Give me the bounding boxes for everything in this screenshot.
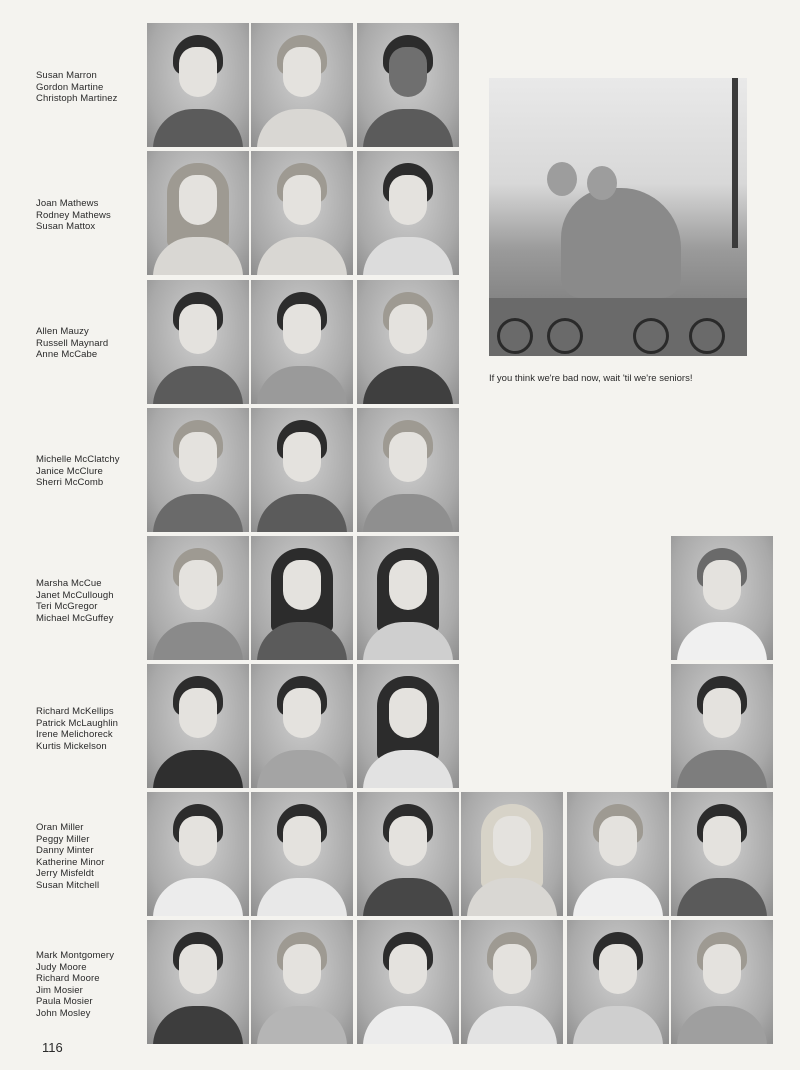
student-name: Danny Minter [36, 845, 94, 856]
student-portrait [461, 792, 563, 916]
student-portrait [147, 408, 249, 532]
student-portrait [147, 664, 249, 788]
student-portrait [251, 792, 353, 916]
student-portrait [671, 536, 773, 660]
student-name: Jim Mosier [36, 984, 83, 996]
student-name: Susan Mattox [36, 221, 96, 232]
student-portrait [357, 280, 459, 404]
student-name: Richard Moore [36, 973, 100, 984]
student-portrait [461, 920, 563, 1044]
name-list-row-2 [36, 198, 111, 233]
student-portrait [671, 664, 773, 788]
student-portrait [147, 23, 249, 147]
student-name: Patrick McLaughlin [36, 717, 119, 729]
student-name: Jerry Misfeldt [36, 868, 94, 879]
parade-float-photo [489, 78, 747, 356]
student-name: Russell Maynard [36, 337, 109, 349]
student-name: Teri McGregor [36, 601, 98, 612]
student-name: Mark Montgomery [36, 950, 115, 961]
student-name: Janice McClure [36, 465, 103, 477]
student-name: Anne McCabe [36, 349, 98, 360]
student-portrait [251, 536, 353, 660]
student-name: Kurtis Mickelson [36, 740, 107, 752]
student-name: Sherri McComb [36, 477, 104, 488]
student-portrait [357, 23, 459, 147]
student-name: Allen Mauzy [36, 326, 89, 337]
student-portrait [671, 920, 773, 1044]
student-name: Marsha McCue [36, 578, 102, 589]
student-name: Susan Mitchell [36, 879, 100, 891]
name-list-row-1 [36, 70, 118, 105]
student-name: Paula Mosier [36, 996, 93, 1007]
student-portrait [357, 664, 459, 788]
student-portrait [251, 23, 353, 147]
name-list-row-8 [36, 950, 114, 1019]
name-list-row-7 [36, 822, 105, 891]
page-number: 116 [42, 1040, 63, 1055]
student-portrait [147, 151, 249, 275]
student-portrait [147, 536, 249, 660]
student-portrait [357, 792, 459, 916]
student-portrait [357, 920, 459, 1044]
student-portrait [567, 792, 669, 916]
student-name: Janet McCullough [36, 589, 114, 601]
student-portrait [147, 920, 249, 1044]
name-list-row-3 [36, 326, 108, 361]
student-portrait [251, 280, 353, 404]
photo-caption: If you think we're bad now, wait 'til we're seniors! [489, 373, 693, 384]
name-list-row-5 [36, 578, 114, 624]
student-name: John Mosley [36, 1007, 91, 1019]
student-name: Christoph Martinez [36, 93, 118, 104]
student-name: Oran Miller [36, 822, 84, 833]
student-portrait [357, 408, 459, 532]
student-portrait [357, 151, 459, 275]
student-portrait [251, 408, 353, 532]
student-name: Joan Mathews [36, 198, 99, 209]
student-portrait [251, 664, 353, 788]
student-portrait [147, 280, 249, 404]
student-portrait [251, 920, 353, 1044]
name-list-row-4 [36, 454, 120, 489]
student-name: Rodney Mathews [36, 209, 111, 221]
name-list-row-6 [36, 706, 118, 752]
student-name: Michelle McClatchy [36, 454, 120, 465]
student-portrait [671, 792, 773, 916]
student-name: Peggy Miller [36, 833, 90, 845]
student-portrait [567, 920, 669, 1044]
student-name: Katherine Minor [36, 856, 105, 868]
student-name: Susan Marron [36, 70, 97, 81]
student-name: Gordon Martine [36, 81, 104, 93]
student-name: Irene Melichoreck [36, 729, 113, 740]
student-name: Judy Moore [36, 961, 87, 973]
student-name: Richard McKellips [36, 706, 114, 717]
student-portrait [251, 151, 353, 275]
student-portrait [147, 792, 249, 916]
student-name: Michael McGuffey [36, 612, 114, 624]
student-portrait [357, 536, 459, 660]
